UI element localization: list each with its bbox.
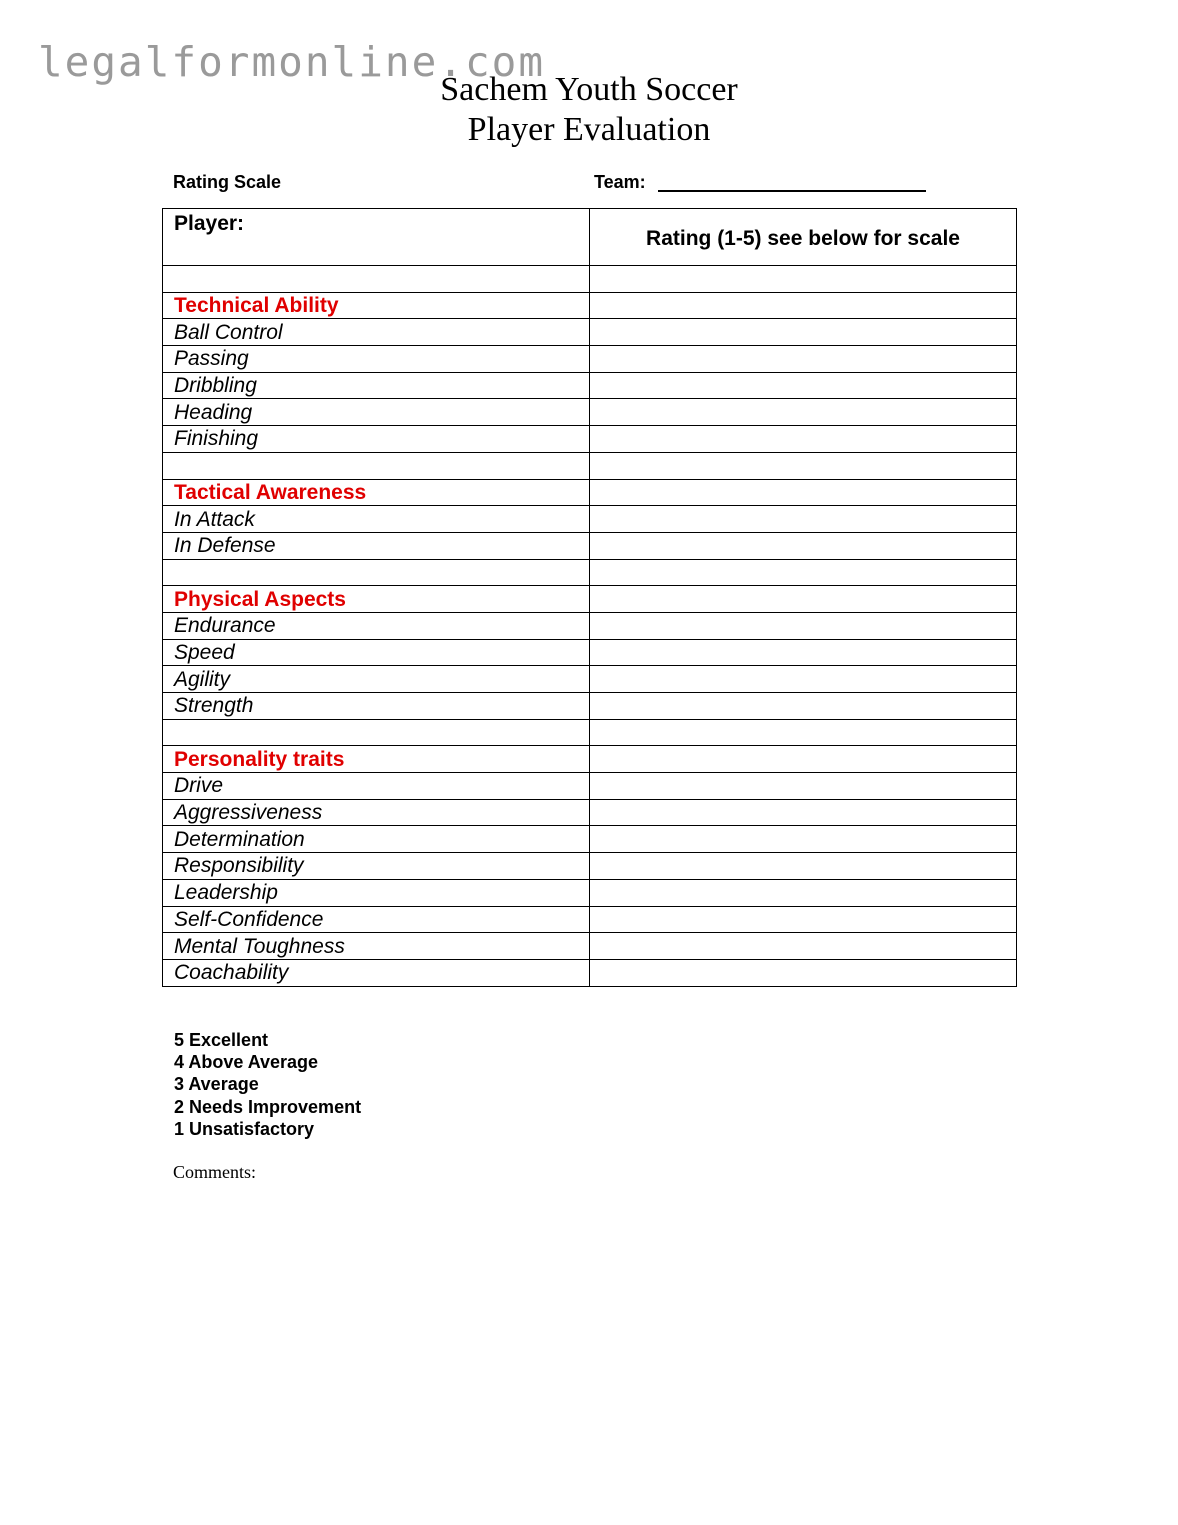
table-row (163, 426, 1017, 453)
criterion-label: Self-Confidence (163, 906, 590, 933)
rating-cell[interactable] (590, 853, 1017, 880)
rating-cell[interactable] (590, 586, 1017, 613)
section-row (163, 746, 1017, 773)
section-heading: Physical Aspects (163, 586, 590, 613)
rating-cell[interactable] (590, 292, 1017, 319)
blank-row (163, 266, 1017, 293)
table-row (163, 346, 1017, 373)
team-label: Team: (594, 172, 646, 192)
rating-cell[interactable] (590, 639, 1017, 666)
rating-cell[interactable] (590, 879, 1017, 906)
criterion-label: Determination (163, 826, 590, 853)
blank-row (163, 559, 1017, 586)
rating-cell[interactable] (590, 719, 1017, 746)
rating-cell[interactable] (590, 773, 1017, 800)
scale-item: 5 Excellent (174, 1030, 269, 1050)
section-row (163, 479, 1017, 506)
blank-row (163, 452, 1017, 479)
rating-cell[interactable] (590, 746, 1017, 773)
rating-cell[interactable] (590, 346, 1017, 373)
table-header-row (163, 209, 1017, 266)
table-row (163, 879, 1017, 906)
form-title: Sachem Youth Soccer (440, 71, 738, 108)
rating-cell[interactable] (590, 266, 1017, 293)
rating-cell[interactable] (590, 666, 1017, 693)
rating-cell[interactable] (590, 906, 1017, 933)
criterion-label (163, 452, 590, 479)
criterion-label: Finishing (163, 426, 590, 453)
criterion-label: Ball Control (163, 319, 590, 346)
rating-scale-label: Rating Scale (173, 172, 282, 192)
criterion-label (163, 266, 590, 293)
criterion-label: Drive (163, 773, 590, 800)
criterion-label: Dribbling (163, 372, 590, 399)
rating-cell[interactable] (590, 693, 1017, 720)
scale-item: 2 Needs Improvement (174, 1096, 362, 1117)
team-input-line[interactable] (658, 190, 926, 192)
criterion-label: Aggressiveness (163, 799, 590, 826)
rating-cell[interactable] (590, 559, 1017, 586)
criterion-label: In Attack (163, 506, 590, 533)
criterion-label: Endurance (163, 612, 590, 639)
table-row (163, 506, 1017, 533)
rating-cell[interactable] (590, 933, 1017, 960)
table-row (163, 372, 1017, 399)
rating-cell[interactable] (590, 319, 1017, 346)
rating-cell[interactable] (590, 452, 1017, 479)
rating-header-cell: Rating (1-5) see below for scale (590, 209, 1017, 266)
form-subtitle: Player Evaluation (467, 111, 711, 148)
scale-item: 1 Unsatisfactory (174, 1118, 315, 1139)
section-heading: Tactical Awareness (163, 479, 590, 506)
criterion-label: Mental Toughness (163, 933, 590, 960)
table-row (163, 853, 1017, 880)
rating-cell[interactable] (590, 506, 1017, 533)
rating-cell[interactable] (590, 372, 1017, 399)
criterion-label: Heading (163, 399, 590, 426)
criterion-label: Leadership (163, 879, 590, 906)
comments-label: Comments: (173, 1162, 257, 1182)
criterion-label: Speed (163, 639, 590, 666)
table-row (163, 959, 1017, 986)
criterion-label (163, 719, 590, 746)
table-row (163, 773, 1017, 800)
criterion-label: In Defense (163, 532, 590, 559)
criterion-label: Agility (163, 666, 590, 693)
evaluation-table (162, 208, 1017, 987)
criterion-label: Strength (163, 693, 590, 720)
player-header-cell[interactable]: Player: (163, 209, 590, 266)
criterion-label: Responsibility (163, 853, 590, 880)
criterion-label: Passing (163, 346, 590, 373)
rating-cell[interactable] (590, 399, 1017, 426)
section-heading: Personality traits (163, 746, 590, 773)
table-row (163, 319, 1017, 346)
blank-row (163, 719, 1017, 746)
table-row (163, 906, 1017, 933)
table-row (163, 532, 1017, 559)
criterion-label (163, 559, 590, 586)
section-row (163, 586, 1017, 613)
table-row (163, 639, 1017, 666)
rating-cell[interactable] (590, 799, 1017, 826)
rating-cell[interactable] (590, 532, 1017, 559)
watermark: legalformonline.com (38, 38, 545, 86)
rating-cell[interactable] (590, 426, 1017, 453)
scale-item: 4 Above Average (174, 1052, 319, 1073)
rating-cell[interactable] (590, 612, 1017, 639)
section-row (163, 292, 1017, 319)
table-row (163, 826, 1017, 853)
criterion-label: Coachability (163, 959, 590, 986)
table-row (163, 666, 1017, 693)
table-row (163, 399, 1017, 426)
rating-scale-legend (174, 1029, 361, 1140)
section-heading: Technical Ability (163, 292, 590, 319)
table-row (163, 933, 1017, 960)
rating-cell[interactable] (590, 959, 1017, 986)
rating-cell[interactable] (590, 479, 1017, 506)
scale-item: 3 Average (174, 1074, 259, 1095)
table-row (163, 693, 1017, 720)
table-row (163, 612, 1017, 639)
rating-cell[interactable] (590, 826, 1017, 853)
table-row (163, 799, 1017, 826)
